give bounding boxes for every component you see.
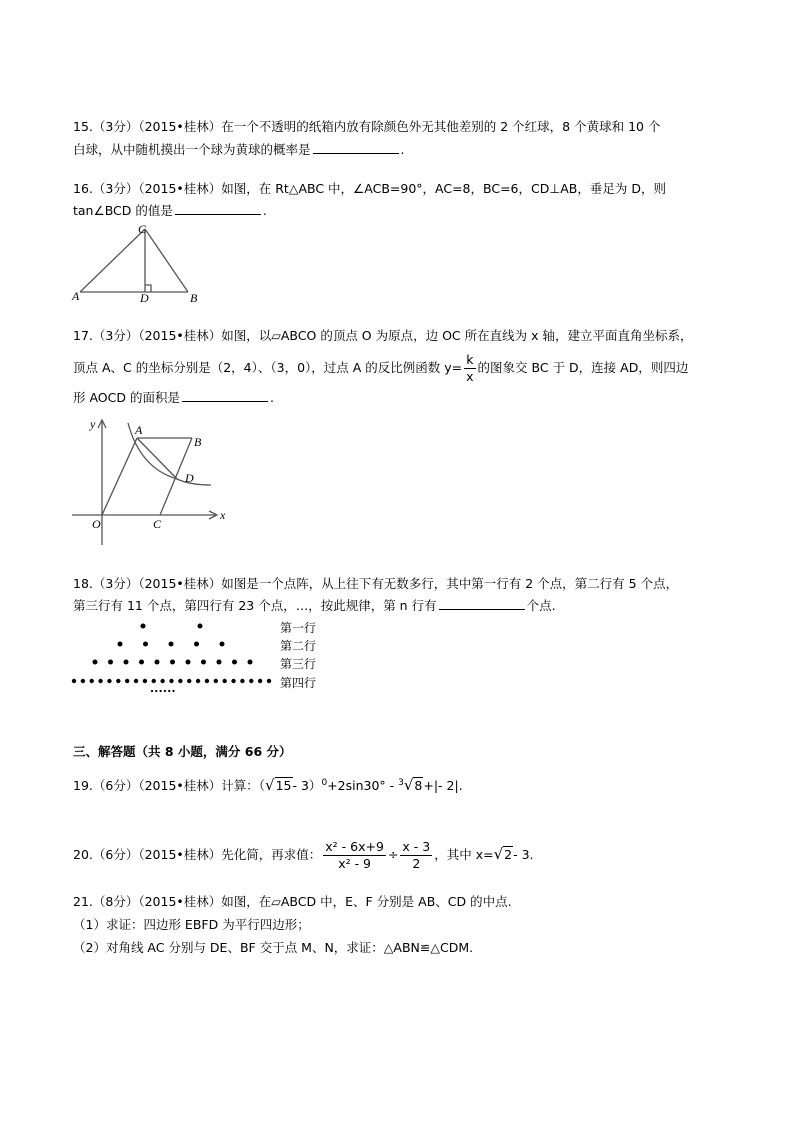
q18-text-a: 第三行有 11 个点，第四行有 23 个点，…，按此规律，第 n 行有 — [73, 598, 437, 613]
dot-row-4 — [125, 679, 129, 683]
denominator: x — [466, 369, 474, 384]
dot-row-3 — [108, 660, 113, 665]
row-label-3: 第三行 — [280, 657, 317, 671]
ellipsis-dot — [164, 690, 166, 692]
dot-row-4 — [81, 679, 85, 683]
q18-line1: 18.（3分）（2015•桂林）如图是一个点阵，从上往下有无数多行，其中第一行有 2 个点，第二行有 5 个点， — [73, 576, 679, 591]
label-o: O — [92, 517, 101, 531]
dot-row-3 — [217, 660, 222, 665]
dot-row-2 — [143, 642, 148, 647]
dot-row-3 — [232, 660, 237, 665]
row-label-2: 第二行 — [280, 639, 317, 653]
dot-row-4 — [240, 679, 244, 683]
q19-mid: - 3） — [292, 778, 322, 794]
dot-row-4 — [222, 679, 226, 683]
label-c: C — [138, 222, 147, 236]
period: . — [262, 203, 267, 218]
label-d: D — [140, 291, 149, 305]
dot-row-4 — [249, 679, 253, 683]
q15-line1: 15.（3分）（2015•桂林）在一个不透明的纸箱内放有除颜色外无其他差别的 2 个红球，8 个黄球和 10 个 — [73, 119, 661, 134]
section-3-heading: 三、解答题（共 8 小题，满分 66 分） — [73, 744, 292, 759]
numerator: k — [464, 352, 475, 369]
q21-part2: （2）对角线 AC 分别与 DE、BF 交于点 M、N，求证：△ABN≌△CDM. — [73, 940, 474, 955]
sqrt-arg: 15 — [275, 778, 292, 794]
row-label-4: 第四行 — [280, 676, 317, 690]
label-x: x — [220, 508, 226, 522]
label-a: A — [72, 289, 80, 303]
cbrt-arg: 8 — [414, 778, 423, 794]
dot-row-3 — [248, 660, 253, 665]
q16-line1: 16.（3分）（2015•桂林）如图，在 Rt△ABC 中，∠ACB=90°，AC=8，BC=6，CD⊥AB，垂足为 D，则 — [73, 181, 666, 196]
q21-line1: 21.（8分）（2015•桂林）如图，在▱ABCD 中，E、F 分别是 AB、CD 的中点. — [73, 894, 512, 909]
q19-prefix: 19.（6分）（2015•桂林）计算：（ — [73, 778, 266, 794]
period: . — [400, 142, 405, 157]
cbrt-index: 3 — [398, 778, 404, 788]
row-label-1: 第一行 — [280, 621, 317, 635]
dot-row-4 — [187, 679, 191, 683]
dot-row-1 — [198, 624, 203, 629]
dot-row-4 — [90, 679, 94, 683]
dot-row-4 — [267, 679, 271, 683]
q16-text: tan∠BCD 的值是 — [73, 203, 173, 218]
label-c: C — [153, 517, 162, 531]
dot-row-4 — [178, 679, 182, 683]
q17-text-a: 顶点 A、C 的坐标分别是（2，4）、（3，0），过点 A 的反比例函数 y= — [73, 360, 463, 375]
denominator: 2 — [412, 856, 421, 871]
q17-text: 形 AOCD 的面积是 — [73, 390, 180, 405]
ellipsis-dot — [151, 690, 153, 692]
cbrt-sign: √ — [403, 776, 414, 795]
q15-text: 白球，从中随机摸出一个球为黄球的概率是 — [73, 142, 311, 157]
label-d: D — [185, 471, 194, 485]
q19-line — [73, 772, 463, 797]
numerator: x - 3 — [402, 839, 431, 854]
dot-row-4 — [72, 679, 76, 683]
q21-part1: （1）求证：四边形 EBFD 为平行四边形； — [73, 917, 310, 932]
divide-sign: ÷ — [387, 847, 399, 862]
dot-row-3 — [93, 660, 98, 665]
dot-row-4 — [205, 679, 209, 683]
dot-row-2 — [118, 642, 123, 647]
denominator: x² - 9 — [338, 856, 372, 871]
dot-row-3 — [124, 660, 129, 665]
label-b: B — [194, 435, 202, 449]
q20-line — [73, 836, 534, 873]
sqrt-arg: 2 — [504, 847, 513, 862]
q20-prefix: 20.（6分）（2015•桂林）先化简，再求值： — [73, 847, 322, 862]
dot-row-3 — [155, 660, 160, 665]
q17-line1: 17.（3分）（2015•桂林）如图，以▱ABCO 的顶点 O 为原点，边 OC 所在直线为 x 轴，建立平面直角坐标系， — [73, 328, 693, 343]
dot-row-3 — [170, 660, 175, 665]
dot-row-4 — [169, 679, 173, 683]
label-b: B — [190, 291, 198, 305]
numerator: x² - 6x+9 — [325, 839, 384, 854]
ellipsis-dot — [155, 690, 157, 692]
dot-row-4 — [160, 679, 164, 683]
q18-text-b: 个点. — [526, 598, 556, 613]
label-y: y — [90, 417, 96, 431]
dot-row-2 — [194, 642, 199, 647]
label-a: A — [135, 423, 143, 437]
q17-text-b: 的图象交 BC 于 D，连接 AD，则四边 — [477, 360, 689, 375]
exponent: 0 — [321, 778, 328, 788]
q20-mid: ，其中 x= — [434, 847, 494, 862]
dot-row-4 — [231, 679, 235, 683]
dot-row-3 — [139, 660, 144, 665]
q19-tail: +|- 2|. — [423, 778, 463, 794]
dot-row-4 — [258, 679, 262, 683]
q20-tail: - 3. — [513, 847, 534, 862]
dot-row-4 — [98, 679, 102, 683]
ellipsis-dot — [160, 690, 162, 692]
sqrt-sign: √ — [265, 776, 275, 795]
dot-row-2 — [220, 642, 225, 647]
dot-row-4 — [116, 679, 120, 683]
dot-row-3 — [201, 660, 206, 665]
ellipsis-dot — [168, 690, 170, 692]
sqrt-sign: √ — [493, 845, 504, 863]
dot-row-4 — [107, 679, 111, 683]
dot-row-1 — [141, 624, 146, 629]
q19-rest: +2sin30° - — [327, 778, 399, 794]
dot-row-4 — [143, 679, 147, 683]
fraction-1 — [323, 839, 386, 872]
dot-row-4 — [214, 679, 218, 683]
ellipsis-dot — [172, 690, 174, 692]
dot-row-4 — [134, 679, 138, 683]
fraction-2 — [400, 839, 432, 872]
period: . — [269, 390, 274, 405]
dot-row-4 — [196, 679, 200, 683]
dot-row-3 — [186, 660, 191, 665]
dot-row-4 — [152, 679, 156, 683]
dot-row-2 — [169, 642, 174, 647]
